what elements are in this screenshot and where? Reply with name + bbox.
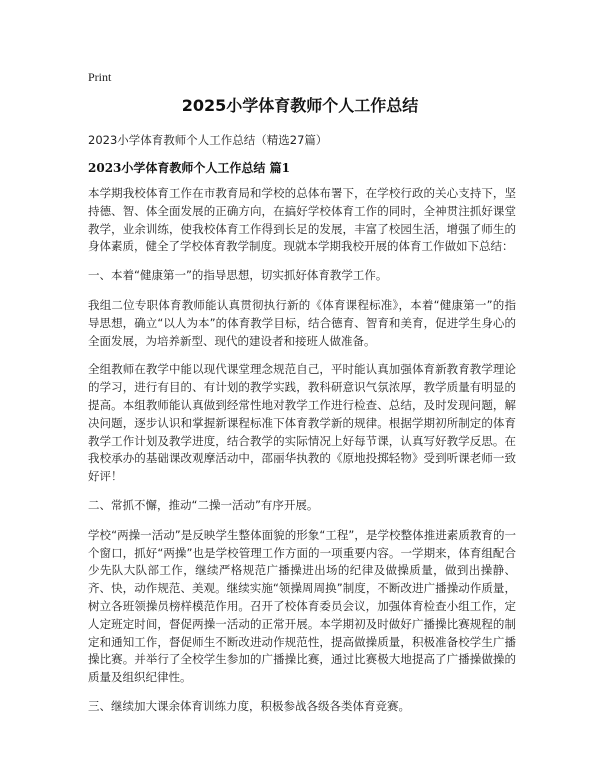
paragraph-teachers: 我组二位专职体育教师能认真贯彻执行新的《体育课程标准》，本着“健康第一”的指导思想，确立“以人为本”的体育教学目标，结合德育、智育和美育，促进学生身心的全面发展，为培养新型、现代的建设者和接班人做准备。 [88, 297, 516, 348]
paragraph-heading-2: 二、常抓不懈，推动“二操一活动”有序开展。 [88, 497, 319, 512]
section-heading: 2023小学体育教师个人工作总结 篇1 [88, 161, 290, 175]
paragraph-intro: 本学期我校体育工作在市教育局和学校的总体布署下，在学校行政的关心支持下，坚持德、智、体全面发展的正确方向，在搞好学校体育工作的同时，全神贯注抓好课堂教学，业余训练，使我校体育工作得到长足的发展，丰富了校园生活，增强了师生的身体素质，健全了学校体育教学制度。现就本学期我校开展的体育工作做如下总结： [88, 186, 516, 254]
paragraph-heading-3: 三、继续加大课余体育训练力度，积极参战各级各类体育竞赛。 [88, 698, 410, 713]
paragraph-exercises: 学校“两操一活动”是反映学生整体面貌的形象“工程”，是学校整体推进素质教育的一个窗口，抓好“两操”也是学校管理工作方面的一项重要内容。一学期来，体育组配合少先队大队部工作，继续严格规范广播操进出场的纪律及做操质量，做到出操静、齐、快，动作规范、美观。继续实施“领操周周换”制度，不断改进广播操动作质量，树立各班领操员榜样模范作用。召开了校体育委员会议，加强体育检查小组工作，定人定班定时间，督促两操一活动的正常开展。本学期初及时做好广播操比赛规程的制定和通知工作，督促师生不断改进动作规范性，提高做操质量，积极准备校学生广播操比赛。并举行了全校学生参加的广播操比赛，通过比赛极大地提高了广播操做操的质量及组织纪律性。 [88, 527, 516, 685]
paragraph-teaching-quality: 全组教师在教学中能以现代课堂理念规范自己，平时能认真加强体育新教育教学理论的学习，进行有目的、有计划的教学实践，教科研意识气氛浓厚，教学质量有明显的提高。本组教师能认真做到经常性地对教学工作进行检查、总结，及时发现问题，解决问题，逐步认识和掌握新课程标准下体育教学新的规律。根据学期初所制定的体育教学工作计划及教学进度，结合教学的实际情况上好每节课，认真写好教学反思。在我校承办的基础课改观摩活动中，邵丽华执教的《原地投掷轻物》受到听课老师一致好评！ [88, 362, 516, 484]
document-body [88, 185, 516, 728]
print-link[interactable]: Print [88, 70, 112, 84]
page-title: 2025小学体育教师个人工作总结 [181, 96, 419, 115]
paragraph-heading-1: 一、本着“健康第一”的指导思想，切实抓好体育教学工作。 [88, 268, 388, 283]
document-subtitle: 2023小学体育教师个人工作总结（精选27篇） [88, 133, 328, 147]
